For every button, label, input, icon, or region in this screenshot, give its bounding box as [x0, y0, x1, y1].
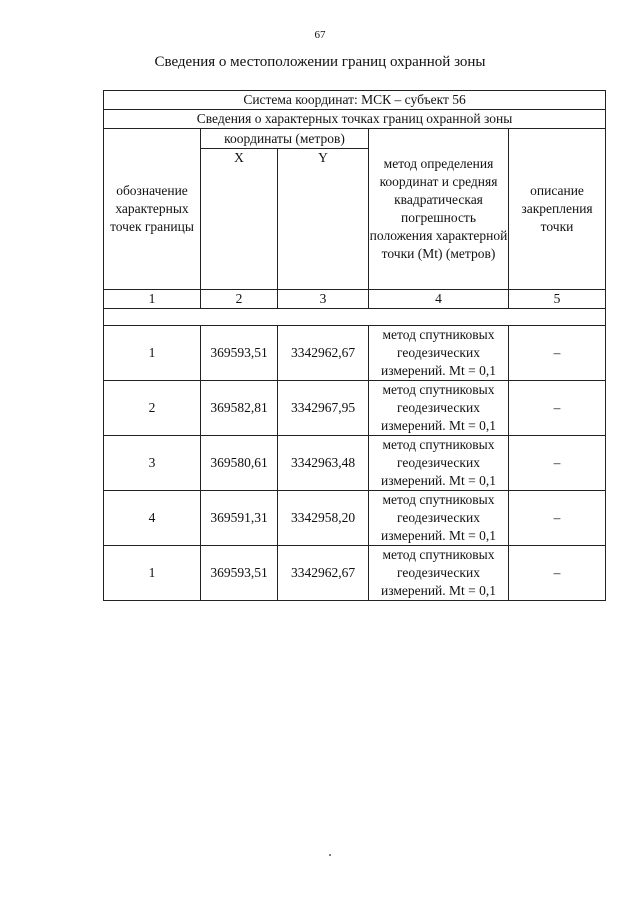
header-x: X — [201, 149, 278, 290]
header-method: метод определения координат и средняя квадратическая погрешность положения характерной точки (Mt) (метров) — [369, 129, 509, 290]
point-cell: 4 — [104, 491, 201, 546]
page-number: 67 — [314, 29, 326, 41]
point-cell: 2 — [104, 381, 201, 436]
method-cell: метод спутниковых геодезических измерений. Mt = 0,1 — [369, 491, 509, 546]
x-cell: 369593,51 — [201, 326, 278, 381]
column-number: 3 — [278, 290, 369, 309]
coordinate-system-cell: Система координат: МСК – субъект 56 — [104, 91, 606, 110]
x-cell: 369593,51 — [201, 546, 278, 601]
description-cell: – — [509, 491, 606, 546]
x-cell: 369582,81 — [201, 381, 278, 436]
scan-speck — [329, 854, 331, 856]
table-row — [104, 436, 606, 491]
header-description: описание закрепления точки — [509, 129, 606, 290]
column-number: 4 — [369, 290, 509, 309]
blank-cell — [104, 309, 606, 326]
document-title: Сведения о местоположении границ охранной зоны — [154, 54, 486, 70]
table-row — [104, 326, 606, 381]
section-title-row — [104, 110, 606, 129]
table-row — [104, 491, 606, 546]
column-number: 1 — [104, 290, 201, 309]
column-numbers-row — [104, 290, 606, 309]
method-cell: метод спутниковых геодезических измерений. Mt = 0,1 — [369, 326, 509, 381]
boundary-points-table — [103, 90, 606, 601]
table-row — [104, 546, 606, 601]
y-cell: 3342963,48 — [278, 436, 369, 491]
y-cell: 3342958,20 — [278, 491, 369, 546]
table-row — [104, 381, 606, 436]
coordinate-system-row — [104, 91, 606, 110]
point-cell: 1 — [104, 546, 201, 601]
blank-row — [104, 309, 606, 326]
column-number: 2 — [201, 290, 278, 309]
method-cell: метод спутниковых геодезических измерений. Mt = 0,1 — [369, 436, 509, 491]
description-cell: – — [509, 436, 606, 491]
x-cell: 369591,31 — [201, 491, 278, 546]
description-cell: – — [509, 381, 606, 436]
header-designation: обозначение характерных точек границы — [104, 129, 201, 290]
column-number: 5 — [509, 290, 606, 309]
y-cell: 3342967,95 — [278, 381, 369, 436]
point-cell: 1 — [104, 326, 201, 381]
header-coordinates: координаты (метров) — [201, 129, 369, 149]
description-cell: – — [509, 326, 606, 381]
x-cell: 369580,61 — [201, 436, 278, 491]
method-cell: метод спутниковых геодезических измерений. Mt = 0,1 — [369, 381, 509, 436]
section-title-cell: Сведения о характерных точках границ охранной зоны — [104, 110, 606, 129]
header-y: Y — [278, 149, 369, 290]
y-cell: 3342962,67 — [278, 546, 369, 601]
y-cell: 3342962,67 — [278, 326, 369, 381]
method-cell: метод спутниковых геодезических измерений. Mt = 0,1 — [369, 546, 509, 601]
header-row — [104, 129, 606, 149]
description-cell: – — [509, 546, 606, 601]
point-cell: 3 — [104, 436, 201, 491]
